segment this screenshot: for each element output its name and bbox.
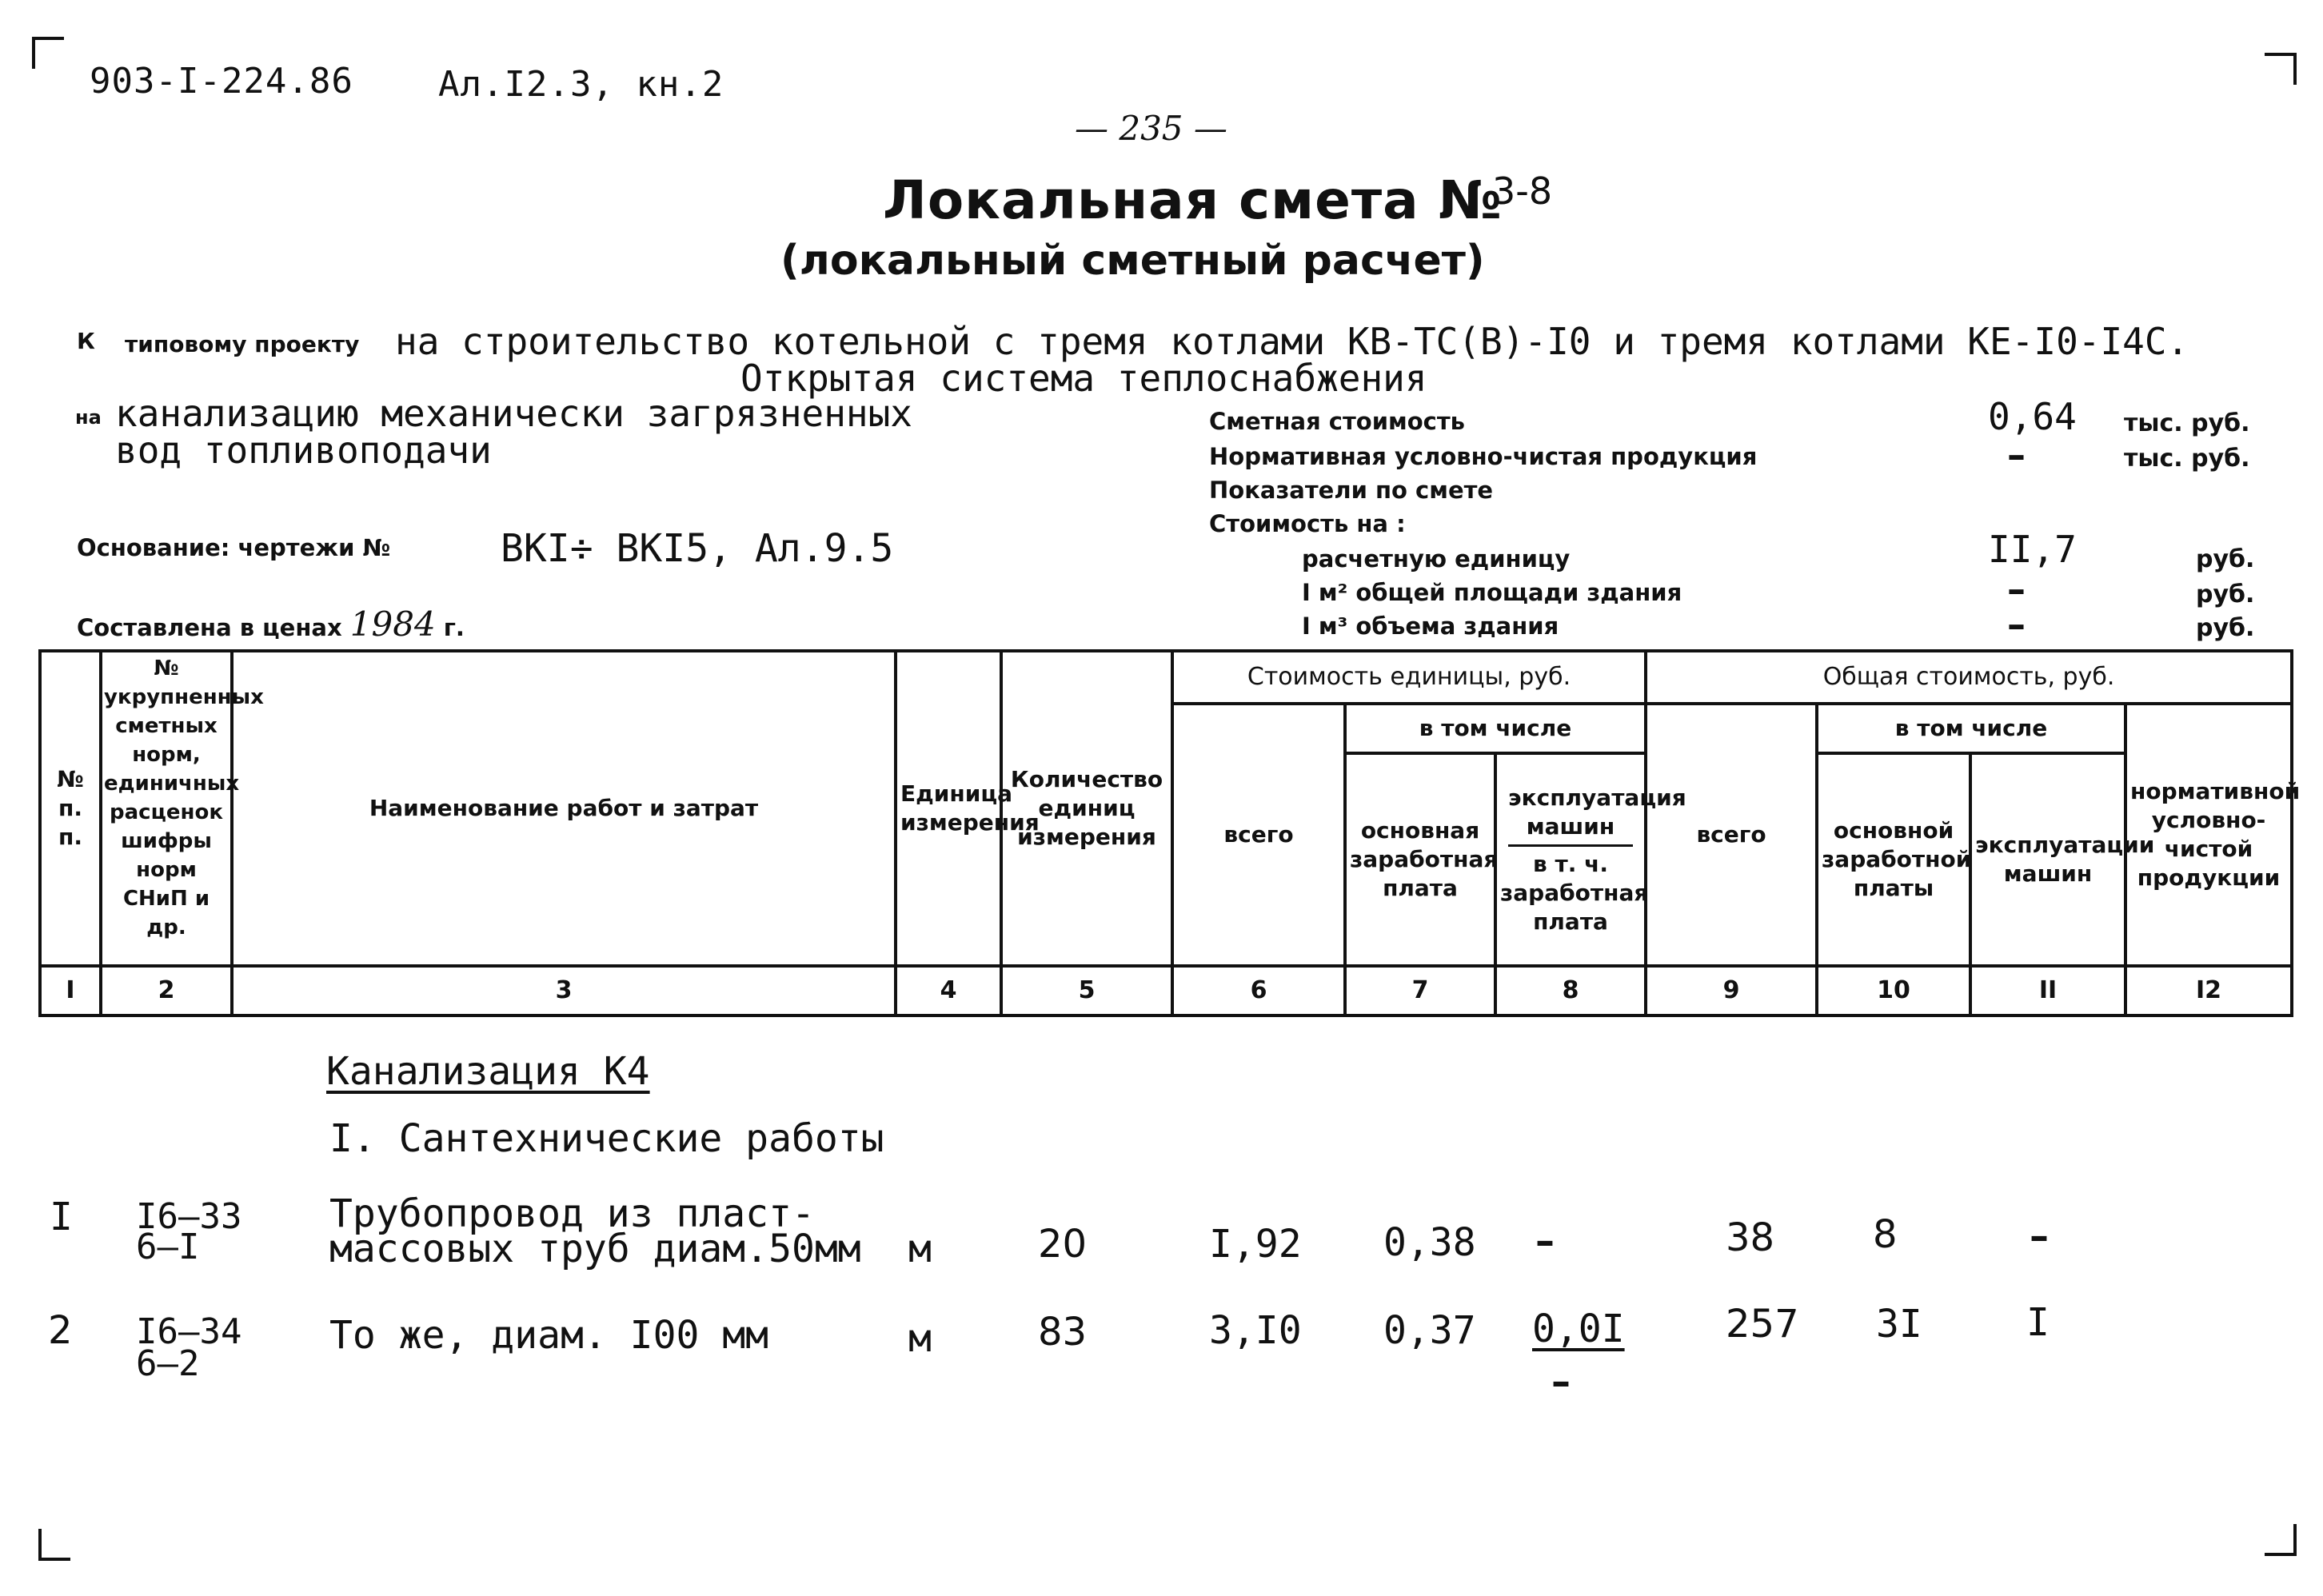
row-code-line2: 6–2 [136,1343,200,1384]
normative-product-value: – [2007,433,2026,477]
prices-year: 1984 [349,604,436,644]
per-m3-unit: руб. [2196,614,2255,642]
row-quantity: 20 [1038,1222,1088,1267]
normative-product-unit: тыс. руб. [2124,445,2250,473]
header-unit-cost: Стоимость единицы, руб. [1172,651,1646,704]
row-unit-cost-machines: – [1535,1219,1555,1263]
project-label: типовому проекту [125,331,360,357]
prices-suffix: г. [443,614,465,641]
basis-value: ВКI÷ ВКI5, Ал.9.5 [501,526,894,571]
row-unit-cost-machines: 0,0I [1532,1307,1625,1351]
row-unit-cost-all: 3,I0 [1209,1308,1302,1353]
column-number: 3 [232,966,896,1015]
estimate-number: 3-8 [1492,170,1553,213]
page-number: — 235 — [1075,109,1227,148]
document-title: Локальная смета № [883,170,1503,231]
document-code: 903-I-224.86 [90,61,353,102]
header-work-name: Наименование работ и затрат [232,651,896,966]
column-number: II [1970,966,2125,1015]
column-number: 9 [1646,966,1817,1015]
header-total-wage: основной заработной платы [1817,753,1970,966]
estimated-cost-unit: тыс. руб. [2124,409,2250,437]
corner-mark-top-left [32,37,64,69]
prices-label-text: Составлена в ценах [77,614,342,641]
header-unit-machines [1495,753,1686,966]
album-reference: Ал.I2.3, кн.2 [438,64,724,105]
document-subtitle: (локальный сметный расчет) [780,237,1485,285]
row-unit-cost-machines-wage: – [1551,1359,1571,1404]
column-number-row [40,966,2292,1015]
estimate-table [38,649,2301,1017]
column-number: 8 [1495,966,1646,1015]
project-prefix: К [77,328,95,354]
row-name-line1: То же, диам. I00 мм [329,1313,769,1358]
row-quantity: 83 [1038,1310,1088,1355]
header-unit-wage: основная заработная плата [1345,753,1495,966]
estimated-cost-label: Сметная стоимость [1209,408,1465,435]
row-code-line1: I6–33 [136,1196,242,1237]
header-unit-all: всего [1172,704,1345,966]
header-norm-code: № укрупненных сметных норм, единичных расценок шифры норм СНиП и др. [101,651,232,966]
per-m2-unit: руб. [2196,581,2255,608]
row-unit-cost-wage: 0,37 [1383,1308,1476,1353]
per-unit-unit: руб. [2196,545,2255,573]
header-machines-wage-label: в т. ч. заработная плата [1500,850,1649,935]
header-machines-label: эксплуатация машин [1508,784,1633,847]
object-prefix: на [75,406,102,429]
indicators-label: Показатели по смете [1209,477,1494,504]
row-number: 2 [48,1308,73,1353]
prices-label [77,604,465,644]
column-number: 10 [1817,966,1970,1015]
corner-mark-top-right [2265,53,2297,85]
project-text-line2: Открытая система теплоснабжения [740,357,1427,400]
header-normative-product: нормативной условно-чистой продукции [2125,704,2292,966]
row-unit-cost-all: I,92 [1209,1222,1302,1267]
estimated-cost-value: 0,64 [1988,395,2077,438]
column-number: 4 [896,966,1001,1015]
column-number: 5 [1001,966,1172,1015]
per-m2-label: I м² общей площади здания [1302,579,1682,606]
header-row-number: № п. п. [40,651,101,966]
row-unit: м [908,1227,932,1271]
column-number: 6 [1172,966,1345,1015]
header-total-all: всего [1646,704,1817,966]
header-unit-including: в том числе [1345,704,1646,753]
row-name-line1: Трубопровод из пласт- [329,1191,815,1236]
project-text: на строительство котельной с тремя котлами КВ-ТС(В)-I0 и тремя котлами КЕ-I0-I4С. [395,320,2189,363]
per-unit-value: II,7 [1988,528,2077,571]
row-number: I [50,1195,73,1239]
header-total-including: в том числе [1817,704,2125,753]
row-total-wage: 3I [1876,1302,1922,1347]
row-total-wage: 8 [1873,1212,1898,1257]
row-total-all: 257 [1726,1302,1799,1347]
column-number: I [40,966,101,1015]
header-quantity: Количество единиц измерения [1001,651,1172,966]
row-total-machines: I [2026,1300,2050,1345]
row-total-all: 38 [1726,1215,1775,1260]
header-total-cost: Общая стоимость, руб. [1646,651,2292,704]
row-unit-cost-wage: 0,38 [1383,1220,1476,1265]
corner-mark-bottom-left [38,1529,70,1561]
object-line2: вод топливоподачи [115,429,492,472]
row-name-line2: массовых труб диам.50мм [329,1227,861,1271]
object-line1: канализацию механически загрязненных [115,392,912,435]
corner-mark-bottom-right [2265,1524,2297,1556]
normative-product-label: Нормативная условно-чистая продукция [1209,443,1758,470]
column-number: 2 [101,966,232,1015]
subsection-title: I. Сантехнические работы [329,1116,884,1161]
row-total-machines: – [2030,1214,2049,1259]
basis-label: Основание: чертежи № [77,534,391,561]
row-unit: м [908,1316,932,1361]
per-unit-label: расчетную единицу [1302,545,1571,573]
section-title: Канализация К4 [326,1049,650,1094]
row-code-line1: I6–34 [136,1311,242,1352]
cost-per-label: Стоимость на : [1209,510,1406,537]
column-number: I2 [2125,966,2292,1015]
header-total-machines: эксплуатации машин [1970,753,2125,966]
per-m3-label: I м³ объема здания [1302,612,1559,640]
per-m3-value: – [2007,603,2026,646]
header-unit: Единица измерения [896,651,1001,966]
column-number: 7 [1345,966,1495,1015]
row-code-line2: 6–I [136,1227,200,1267]
per-m2-value: – [2007,568,2026,611]
